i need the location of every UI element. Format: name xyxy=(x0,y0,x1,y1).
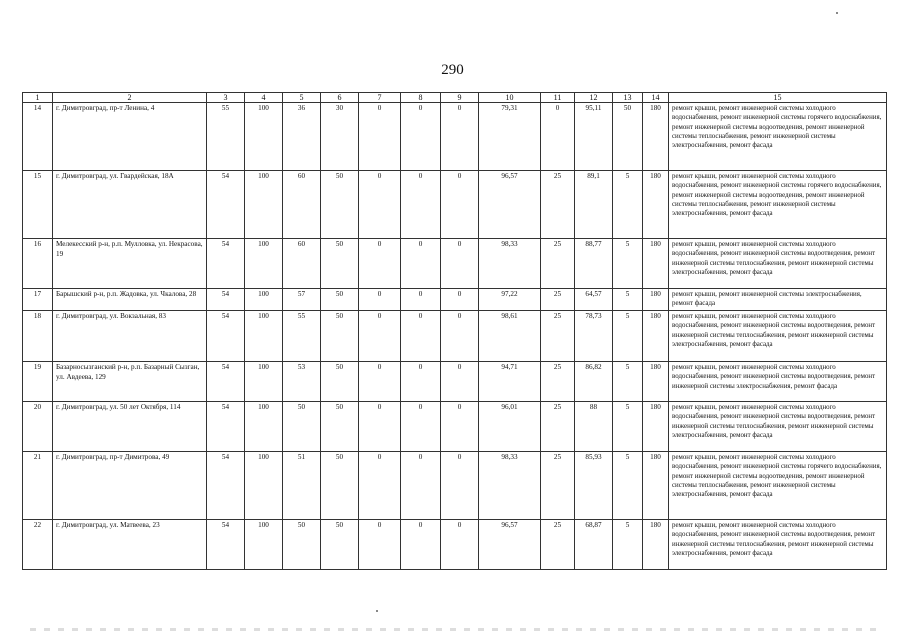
value-cell: 79,31 xyxy=(479,103,541,171)
value-cell: 50 xyxy=(283,402,321,452)
works-cell: ремонт крыши, ремонт инженерной системы холодного водоснабжения, ремонт инженерной системы горячего водоснабжения, ремонт инженерной системы водоотведения, ремонт инженерной системы теплоснабжения, ремонт инженерной системы электроснабжения, ремонт фасада xyxy=(669,171,887,239)
value-cell: 100 xyxy=(245,103,283,171)
value-cell: 94,71 xyxy=(479,362,541,402)
value-cell: 100 xyxy=(245,520,283,570)
page-number: 290 xyxy=(441,62,464,78)
value-cell: 78,73 xyxy=(575,311,613,362)
value-cell: 5 xyxy=(613,362,643,402)
value-cell: 0 xyxy=(441,103,479,171)
value-cell: 25 xyxy=(541,311,575,362)
value-cell: 0 xyxy=(401,520,441,570)
value-cell: 50 xyxy=(321,362,359,402)
value-cell: 5 xyxy=(613,171,643,239)
value-cell: 5 xyxy=(613,311,643,362)
value-cell: 96,57 xyxy=(479,171,541,239)
row-number: 18 xyxy=(23,311,53,362)
row-number: 21 xyxy=(23,452,53,520)
address-cell: г. Димитровград, пр-т Ленина, 4 xyxy=(53,103,207,171)
value-cell: 100 xyxy=(245,171,283,239)
value-cell: 50 xyxy=(283,520,321,570)
value-cell: 50 xyxy=(321,289,359,311)
repair-register-table xyxy=(22,92,887,570)
value-cell: 0 xyxy=(401,103,441,171)
value-cell: 54 xyxy=(207,171,245,239)
col-header: 5 xyxy=(283,93,321,103)
value-cell: 30 xyxy=(321,103,359,171)
value-cell: 50 xyxy=(321,402,359,452)
value-cell: 50 xyxy=(321,452,359,520)
value-cell: 180 xyxy=(643,452,669,520)
value-cell: 0 xyxy=(359,311,401,362)
row-number: 15 xyxy=(23,171,53,239)
value-cell: 25 xyxy=(541,171,575,239)
value-cell: 5 xyxy=(613,239,643,289)
value-cell: 5 xyxy=(613,452,643,520)
value-cell: 100 xyxy=(245,402,283,452)
table-row xyxy=(23,402,887,452)
table-row xyxy=(23,103,887,171)
value-cell: 60 xyxy=(283,171,321,239)
value-cell: 100 xyxy=(245,311,283,362)
row-number: 16 xyxy=(23,239,53,289)
col-header: 11 xyxy=(541,93,575,103)
address-cell: Базарносызганский р-н, р.п. Базарный Сызган, ул. Авдеева, 129 xyxy=(53,362,207,402)
value-cell: 98,61 xyxy=(479,311,541,362)
row-number: 19 xyxy=(23,362,53,402)
table-row xyxy=(23,452,887,520)
value-cell: 0 xyxy=(441,452,479,520)
value-cell: 85,93 xyxy=(575,452,613,520)
works-cell: ремонт крыши, ремонт инженерной системы холодного водоснабжения, ремонт инженерной системы водоотведения, ремонт инженерной системы теплоснабжения, ремонт инженерной системы электроснабжения, ремонт фасада xyxy=(669,239,887,289)
scan-noise xyxy=(30,628,880,631)
value-cell: 0 xyxy=(359,239,401,289)
value-cell: 180 xyxy=(643,103,669,171)
value-cell: 180 xyxy=(643,171,669,239)
col-header: 1 xyxy=(23,93,53,103)
row-number: 20 xyxy=(23,402,53,452)
value-cell: 5 xyxy=(613,520,643,570)
address-cell: Барышский р-н, р.п. Жадовка, ул. Чкалова, 28 xyxy=(53,289,207,311)
value-cell: 54 xyxy=(207,311,245,362)
scan-speck xyxy=(376,610,378,612)
value-cell: 0 xyxy=(441,402,479,452)
table-row xyxy=(23,311,887,362)
value-cell: 97,22 xyxy=(479,289,541,311)
value-cell: 0 xyxy=(541,103,575,171)
value-cell: 0 xyxy=(359,103,401,171)
value-cell: 5 xyxy=(613,402,643,452)
value-cell: 54 xyxy=(207,239,245,289)
value-cell: 60 xyxy=(283,239,321,289)
col-header: 14 xyxy=(643,93,669,103)
value-cell: 0 xyxy=(359,452,401,520)
value-cell: 0 xyxy=(359,520,401,570)
value-cell: 86,82 xyxy=(575,362,613,402)
value-cell: 25 xyxy=(541,239,575,289)
value-cell: 0 xyxy=(401,239,441,289)
value-cell: 96,57 xyxy=(479,520,541,570)
value-cell: 25 xyxy=(541,362,575,402)
value-cell: 0 xyxy=(441,311,479,362)
value-cell: 100 xyxy=(245,239,283,289)
col-header: 3 xyxy=(207,93,245,103)
value-cell: 55 xyxy=(207,103,245,171)
value-cell: 0 xyxy=(359,171,401,239)
address-cell: г. Димитровград, ул. Гвардейская, 18А xyxy=(53,171,207,239)
value-cell: 180 xyxy=(643,362,669,402)
value-cell: 25 xyxy=(541,452,575,520)
value-cell: 54 xyxy=(207,402,245,452)
value-cell: 54 xyxy=(207,452,245,520)
col-header: 7 xyxy=(359,93,401,103)
col-header: 4 xyxy=(245,93,283,103)
value-cell: 51 xyxy=(283,452,321,520)
value-cell: 0 xyxy=(359,362,401,402)
col-header: 15 xyxy=(669,93,887,103)
address-cell: г. Димитровград, ул. Матвеева, 23 xyxy=(53,520,207,570)
value-cell: 53 xyxy=(283,362,321,402)
scan-speck xyxy=(836,12,838,14)
value-cell: 180 xyxy=(643,520,669,570)
col-header: 8 xyxy=(401,93,441,103)
value-cell: 0 xyxy=(441,362,479,402)
value-cell: 89,1 xyxy=(575,171,613,239)
address-cell: г. Димитровград, пр-т Димитрова, 49 xyxy=(53,452,207,520)
value-cell: 180 xyxy=(643,311,669,362)
value-cell: 0 xyxy=(401,402,441,452)
value-cell: 25 xyxy=(541,402,575,452)
value-cell: 54 xyxy=(207,362,245,402)
value-cell: 0 xyxy=(401,289,441,311)
works-cell: ремонт крыши, ремонт инженерной системы электроснабжения, ремонт фасада xyxy=(669,289,887,311)
value-cell: 25 xyxy=(541,520,575,570)
value-cell: 96,01 xyxy=(479,402,541,452)
value-cell: 0 xyxy=(441,171,479,239)
value-cell: 50 xyxy=(321,520,359,570)
table-row xyxy=(23,362,887,402)
value-cell: 64,57 xyxy=(575,289,613,311)
value-cell: 180 xyxy=(643,402,669,452)
value-cell: 98,33 xyxy=(479,239,541,289)
value-cell: 0 xyxy=(441,289,479,311)
value-cell: 0 xyxy=(401,171,441,239)
value-cell: 50 xyxy=(613,103,643,171)
value-cell: 0 xyxy=(359,289,401,311)
value-cell: 100 xyxy=(245,289,283,311)
col-header: 6 xyxy=(321,93,359,103)
works-cell: ремонт крыши, ремонт инженерной системы холодного водоснабжения, ремонт инженерной системы водоотведения, ремонт инженерной системы теплоснабжения, ремонт инженерной системы электроснабжения, ремонт фасада xyxy=(669,520,887,570)
value-cell: 88,77 xyxy=(575,239,613,289)
value-cell: 95,11 xyxy=(575,103,613,171)
header-row xyxy=(23,93,887,103)
value-cell: 98,33 xyxy=(479,452,541,520)
value-cell: 0 xyxy=(401,362,441,402)
works-cell: ремонт крыши, ремонт инженерной системы холодного водоснабжения, ремонт инженерной системы горячего водоснабжения, ремонт инженерной системы водоотведения, ремонт инженерной системы теплоснабжения, ремонт инженерной системы электроснабжения, ремонт фасада xyxy=(669,103,887,171)
row-number: 17 xyxy=(23,289,53,311)
value-cell: 50 xyxy=(321,171,359,239)
value-cell: 180 xyxy=(643,239,669,289)
value-cell: 88 xyxy=(575,402,613,452)
value-cell: 36 xyxy=(283,103,321,171)
value-cell: 100 xyxy=(245,452,283,520)
value-cell: 25 xyxy=(541,289,575,311)
value-cell: 0 xyxy=(401,452,441,520)
table-row xyxy=(23,289,887,311)
value-cell: 54 xyxy=(207,289,245,311)
address-cell: г. Димитровград, ул. Вокзальная, 83 xyxy=(53,311,207,362)
works-cell: ремонт крыши, ремонт инженерной системы холодного водоснабжения, ремонт инженерной системы горячего водоснабжения, ремонт инженерной системы водоотведения, ремонт инженерной системы теплоснабжения, ремонт инженерной системы электроснабжения, ремонт фасада xyxy=(669,452,887,520)
col-header: 10 xyxy=(479,93,541,103)
value-cell: 180 xyxy=(643,289,669,311)
value-cell: 0 xyxy=(401,311,441,362)
row-number: 22 xyxy=(23,520,53,570)
table-row xyxy=(23,239,887,289)
value-cell: 68,87 xyxy=(575,520,613,570)
value-cell: 0 xyxy=(359,402,401,452)
value-cell: 50 xyxy=(321,239,359,289)
value-cell: 55 xyxy=(283,311,321,362)
value-cell: 0 xyxy=(441,520,479,570)
row-number: 14 xyxy=(23,103,53,171)
works-cell: ремонт крыши, ремонт инженерной системы холодного водоснабжения, ремонт инженерной системы водоотведения, ремонт инженерной системы теплоснабжения, ремонт инженерной системы электроснабжения, ремонт фасада xyxy=(669,402,887,452)
address-cell: Мелекесский р-н, р.п. Мулловка, ул. Некрасова, 19 xyxy=(53,239,207,289)
table-row xyxy=(23,171,887,239)
value-cell: 50 xyxy=(321,311,359,362)
works-cell: ремонт крыши, ремонт инженерной системы холодного водоснабжения, ремонт инженерной системы водоотведения, ремонт инженерной системы электроснабжения, ремонт фасада xyxy=(669,362,887,402)
works-cell: ремонт крыши, ремонт инженерной системы холодного водоснабжения, ремонт инженерной системы водоотведения, ремонт инженерной системы теплоснабжения, ремонт инженерной системы электроснабжения, ремонт фасада xyxy=(669,311,887,362)
col-header: 2 xyxy=(53,93,207,103)
value-cell: 57 xyxy=(283,289,321,311)
value-cell: 100 xyxy=(245,362,283,402)
value-cell: 0 xyxy=(441,239,479,289)
value-cell: 54 xyxy=(207,520,245,570)
col-header: 12 xyxy=(575,93,613,103)
address-cell: г. Димитровград, ул. 50 лет Октября, 114 xyxy=(53,402,207,452)
table-row xyxy=(23,520,887,570)
value-cell: 5 xyxy=(613,289,643,311)
col-header: 13 xyxy=(613,93,643,103)
col-header: 9 xyxy=(441,93,479,103)
